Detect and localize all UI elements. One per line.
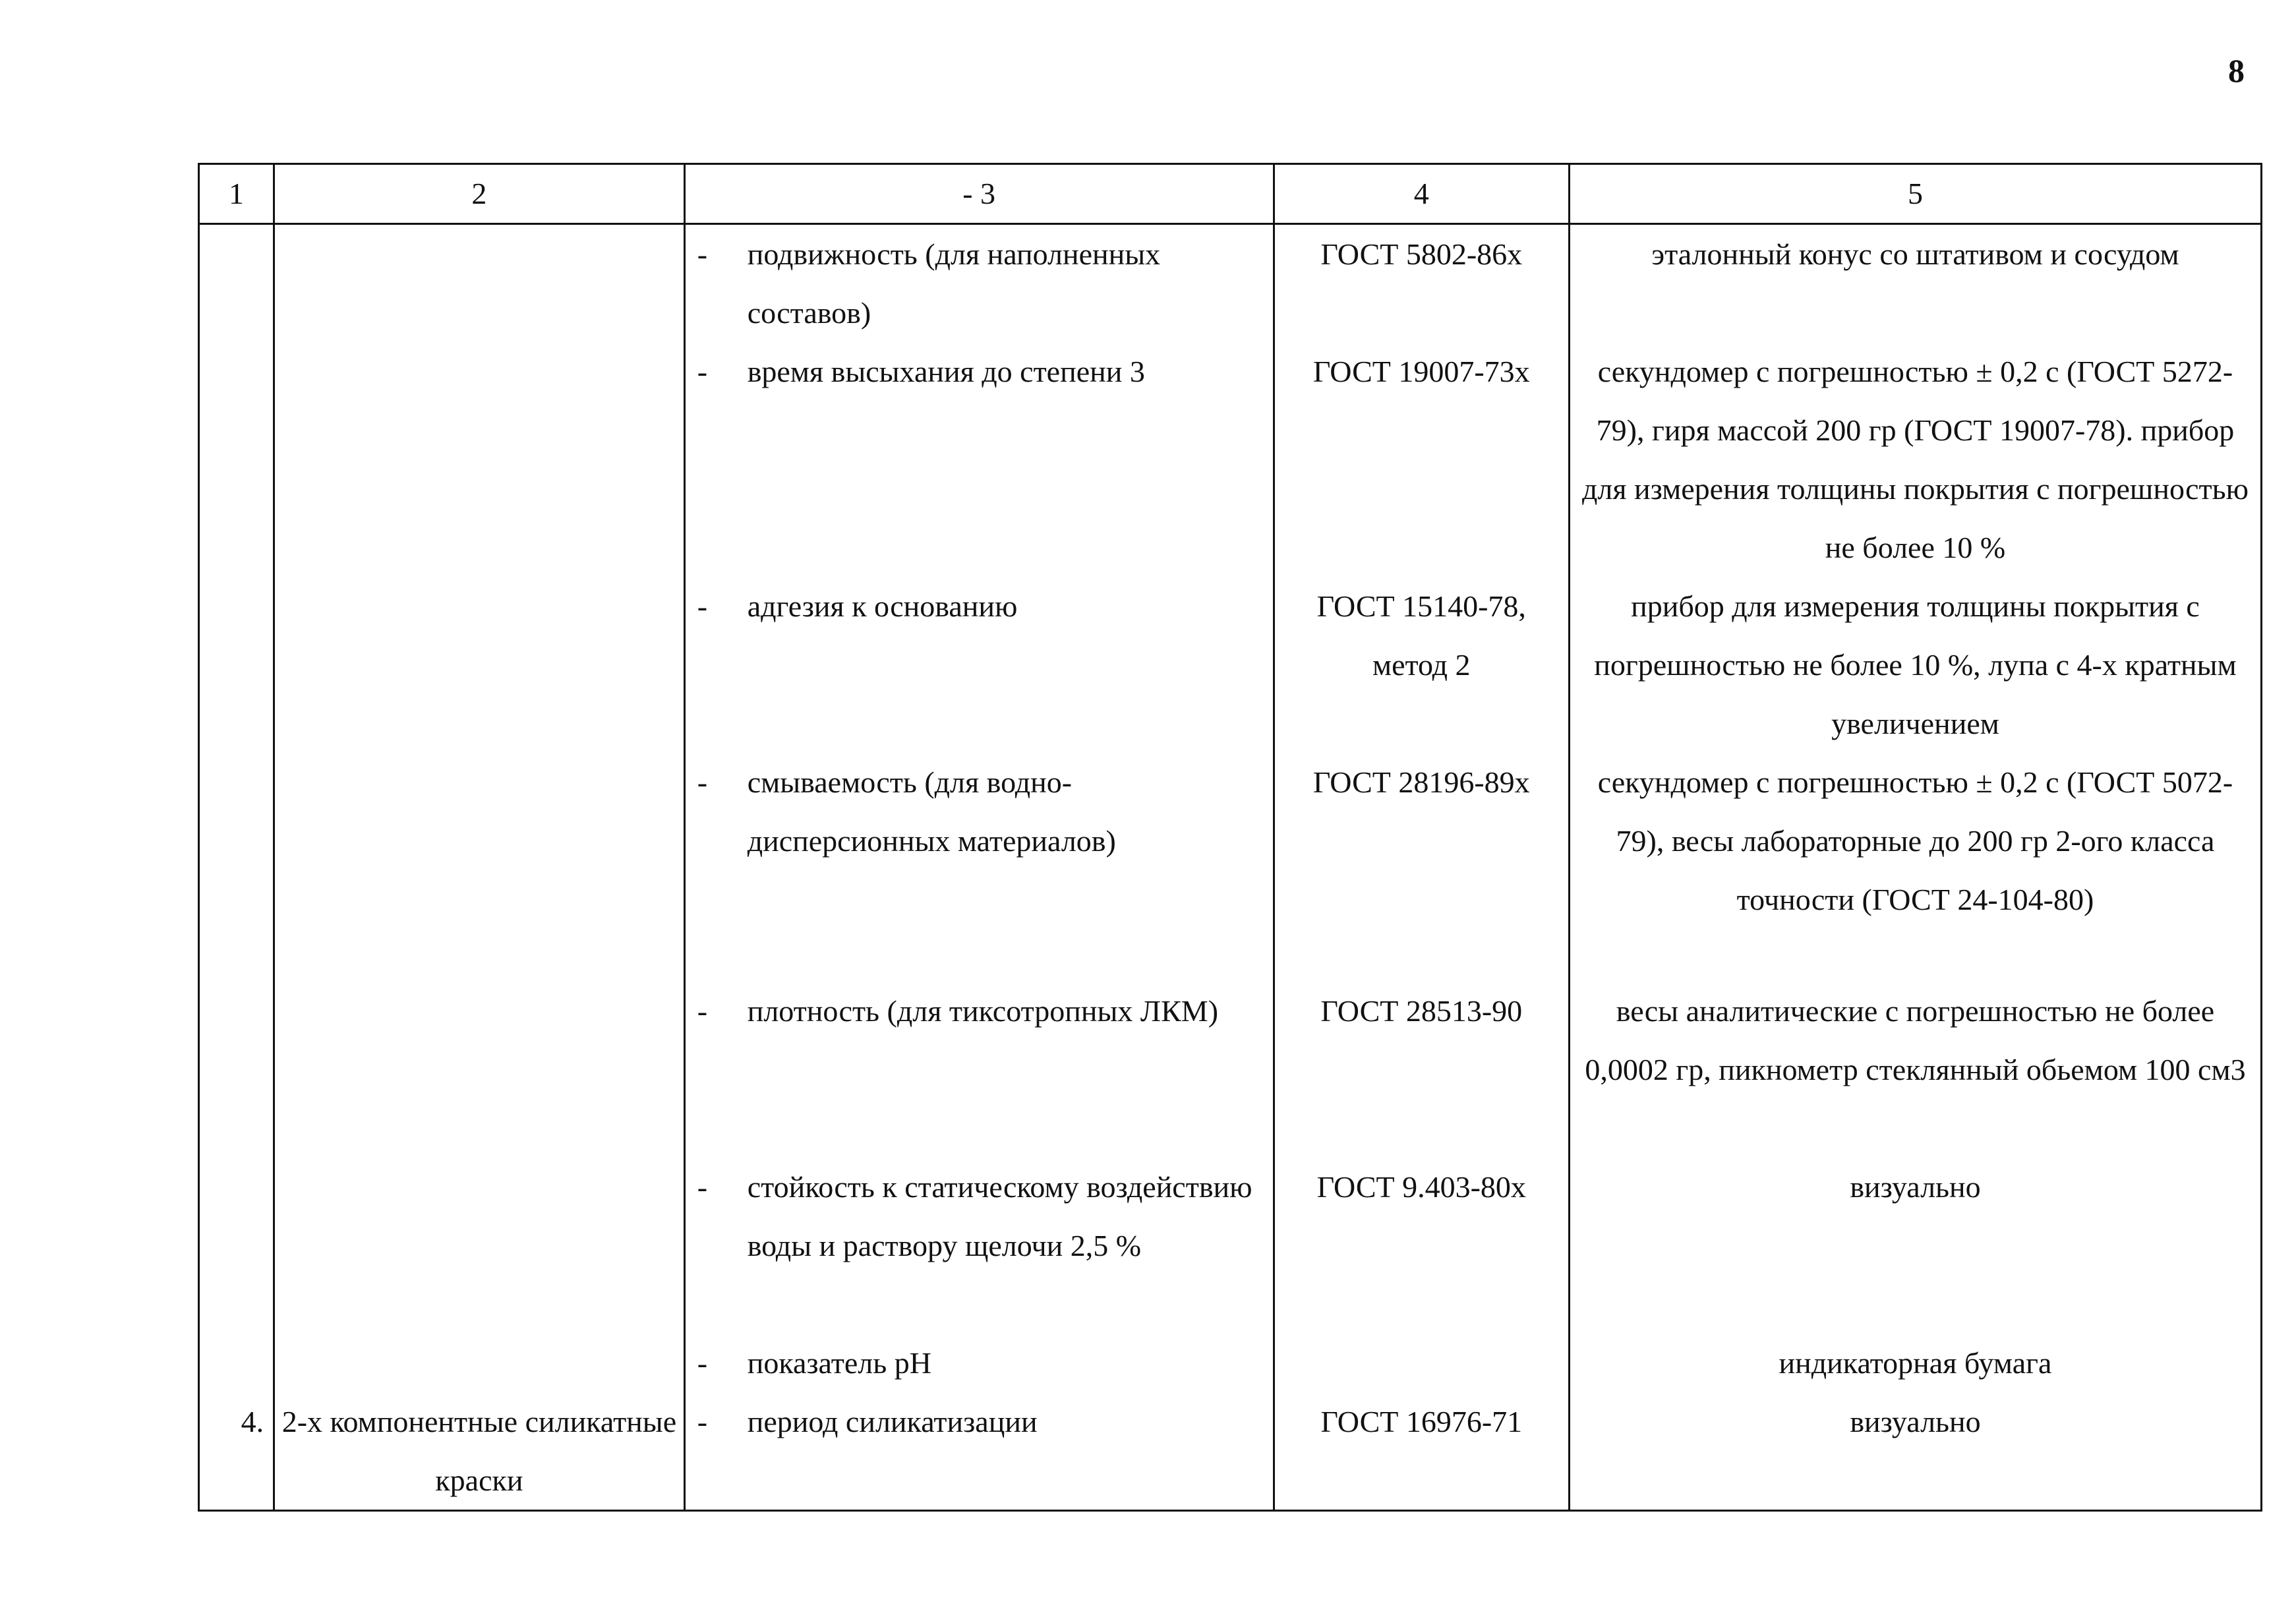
method-ph [1275, 1334, 1568, 1392]
equipment-drying-time: секундомер с погрешностью ± 0,2 с (ГОСТ 5272-79), гиря массой 200 гр (ГОСТ 19007-78). прибор для измерения толщины покрытия с погрешностью не более 10 % [1581, 355, 2249, 564]
table-row-item-4 [199, 1392, 2262, 1511]
indicator-ph: - показатель pH [697, 1346, 931, 1380]
equipment-density: весы аналитические с погрешностью не более 0,0002 гр, пикнометр стеклянный обьемом 100 см3 [1585, 994, 2246, 1086]
material-name: 2-х компонентные силикатные краски [274, 1392, 685, 1511]
column-number-1: 1 [199, 164, 274, 224]
continued-table-row [199, 224, 2262, 1393]
equipment-ph: индикаторная бумага [1779, 1346, 2052, 1380]
indicator-cell [684, 224, 1274, 1393]
method-adhesion: ГОСТ 15140-78, метод 2 [1316, 589, 1526, 682]
equipment-adhesion: прибор для измерения толщины покрытия с погрешностью не более 10 %, лупа с 4-х кратным увеличением [1594, 589, 2237, 740]
equipment-washability: секундомер с погрешностью ± 0,2 с (ГОСТ 5072-79), весы лабораторные до 200 гр 2-ого класса точности (ГОСТ 24-104-80) [1597, 765, 2233, 916]
page-number: 8 [2228, 52, 2245, 89]
number-cell-empty [199, 224, 274, 1393]
item-method: ГОСТ 16976-71 [1274, 1392, 1569, 1511]
indicator-drying-time: - время высыхания до степени 3 [697, 355, 1145, 388]
indicator-water-resistance: - стойкость к статическому воздействию воды и раствору щелочи 2,5 % [697, 1170, 1252, 1262]
item-indicator-cell [684, 1392, 1274, 1511]
equipment-water-resistance: визуально [1850, 1170, 1981, 1204]
column-number-3: - 3 [684, 164, 1274, 224]
item-equipment: визуально [1569, 1392, 2261, 1511]
method-water-resistance: ГОСТ 9.403-80х [1316, 1170, 1526, 1204]
item-number: 4. [199, 1392, 274, 1511]
specification-table [198, 163, 2262, 1512]
column-number-2: 2 [274, 164, 685, 224]
method-cell [1274, 224, 1569, 1393]
indicator-washability: - смываемость (для водно-дисперсионных материалов) [697, 765, 1116, 858]
method-density: ГОСТ 28513-90 [1320, 994, 1523, 1028]
indicator-density: - плотность (для тиксотропных ЛКМ) [697, 994, 1219, 1028]
column-number-4: 4 [1274, 164, 1569, 224]
method-drying-time: ГОСТ 19007-73х [1312, 355, 1530, 388]
indicator-silicatization: - период силикатизации [697, 1405, 1038, 1438]
indicator-mobility: - подвижность (для наполненных составов) [697, 237, 1161, 330]
method-mobility: ГОСТ 5802-86х [1320, 237, 1523, 271]
equipment-cell [1569, 224, 2261, 1393]
column-number-row [199, 164, 2262, 224]
equipment-mobility: эталонный конус со штативом и сосудом [1651, 237, 2179, 271]
column-number-5: 5 [1569, 164, 2261, 224]
method-washability: ГОСТ 28196-89х [1312, 765, 1530, 799]
indicator-adhesion: - адгезия к основанию [697, 589, 1018, 623]
material-cell-empty [274, 224, 685, 1393]
